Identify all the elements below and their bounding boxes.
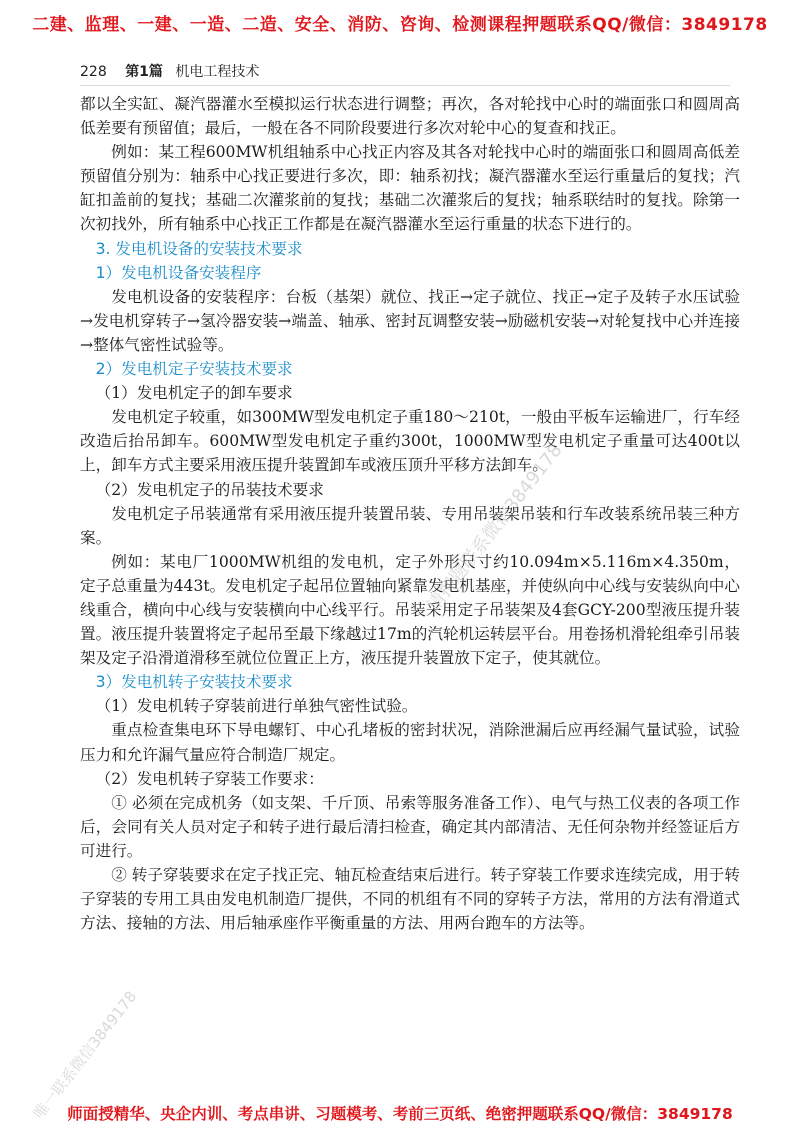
chapter-title: 机电工程技术 — [175, 64, 260, 80]
body-text — [80, 92, 740, 935]
section-heading: 3. 发电机设备的安装技术要求 — [95, 239, 303, 258]
part-label: 第1篇 — [125, 64, 163, 80]
body-paragraph: 发电机定子较重，如300MW型发电机定子重180～210t，一般由平板车运输进厂，行车经改造后抬吊卸车。600MW型发电机定子重约300t，1000MW型发电机定子重量可达400t以上，卸车方式主要采用液压提升装置卸车或液压顶升平移方法卸车。 — [80, 408, 740, 475]
section-heading: 3）发电机转子安装技术要求 — [95, 673, 293, 692]
subsection-title: （1）发电机转子穿装前进行单独气密性试验。 — [95, 697, 418, 716]
section-heading: 2）发电机定子安装技术要求 — [95, 360, 293, 379]
body-paragraph: 发电机设备的安装程序：台板（基架）就位、找正→定子就位、找正→定子及转子水压试验→发电机穿转子→氢冷器安装→端盖、轴承、密封瓦调整安装→励磁机安装→对轮复找中心并连接→整体气密性试验等。 — [80, 287, 740, 354]
body-paragraph: ① 必须在完成机务（如支架、千斤顶、吊索等服务准备工作）、电气与热工仪表的各项工作后，会同有关人员对定子和转子进行最后清扫检查，确定其内部清洁、无任何杂物并经签证后方可进行。 — [80, 793, 740, 860]
subsection-title: （2）发电机转子穿装工作要求： — [95, 769, 324, 788]
watermark-low: 唯一联系微信3849178 — [29, 987, 141, 1123]
section-heading: 1）发电机设备安装程序 — [95, 263, 262, 282]
subsection-title: （1）发电机定子的卸车要求 — [95, 384, 293, 403]
body-paragraph: 例如：某工程600MW机组轴系中心找正内容及其各对轮找中心时的端面张口和圆周高低差预留值分别为：轴系中心找正要进行多次，即：轴系初找；凝汽器灌水至运行重量后的复找；汽缸扣盖前的复找；基础二次灌浆前的复找；基础二次灌浆后的复找；轴系联结时的复找。除第一次初找外，所有轴系中心找正工作都是在凝汽器灌水至运行重量的状态下进行的。 — [80, 143, 740, 234]
top-contact-banner: 二建、监理、一建、一造、二造、安全、消防、咨询、检测课程押题联系QQ/微信：3849178 — [32, 15, 768, 35]
body-paragraph: 都以全实缸、凝汽器灌水至模拟运行状态进行调整；再次，各对轮找中心时的端面张口和圆周高低差要有预留值；最后，一般在各不同阶段要进行多次对轮中心的复查和找正。 — [80, 95, 740, 138]
body-paragraph: ② 转子穿装要求在定子找正完、轴瓦检查结束后进行。转子穿装工作要求连续完成，用于转子穿装的专用工具由发电机制造厂提供，不同的机组有不同的穿转子方法，常用的方法有滑道式方法、接轴的方法、用后轴承座作平衡重量的方法、用两台跑车的方法等。 — [80, 866, 740, 933]
subsection-title: （2）发电机定子的吊装技术要求 — [95, 480, 324, 499]
running-header — [80, 61, 730, 86]
page-number: 228 — [80, 64, 107, 80]
body-paragraph: 重点检查集电环下导电螺钉、中心孔堵板的密封状况，消除泄漏后应再经漏气量试验，试验压力和允许漏气量应符合制造厂规定。 — [80, 721, 740, 764]
bottom-contact-banner: 师面授精华、央企内训、考点串讲、习题模考、考前三页纸、绝密押题联系QQ/微信：3849178 — [67, 1105, 733, 1123]
body-paragraph: 发电机定子吊装通常有采用液压提升装置吊装、专用吊装架吊装和行车改装系统吊装三种方案。 — [80, 504, 740, 547]
watermark-mid: 请押题联系微信3849178 — [423, 439, 567, 616]
body-paragraph: 例如：某电厂1000MW机组的发电机，定子外形尺寸约10.094m×5.116m×4.350m，定子总重量为443t。发电机定子起吊位置轴向紧靠发电机基座，并使纵向中心线与安装纵向中心线重合，横向中心线与安装横向中心线平行。吊装采用定子吊装架及4套GCY-200型液压提升装置。液压提升装置将定子起吊至最下缘越过17m的汽轮机运转层平台。用卷扬机滑轮组牵引吊装架及定子沿滑道滑移至就位位置正上方，液压提升装置放下定子，使其就位。 — [80, 552, 740, 668]
